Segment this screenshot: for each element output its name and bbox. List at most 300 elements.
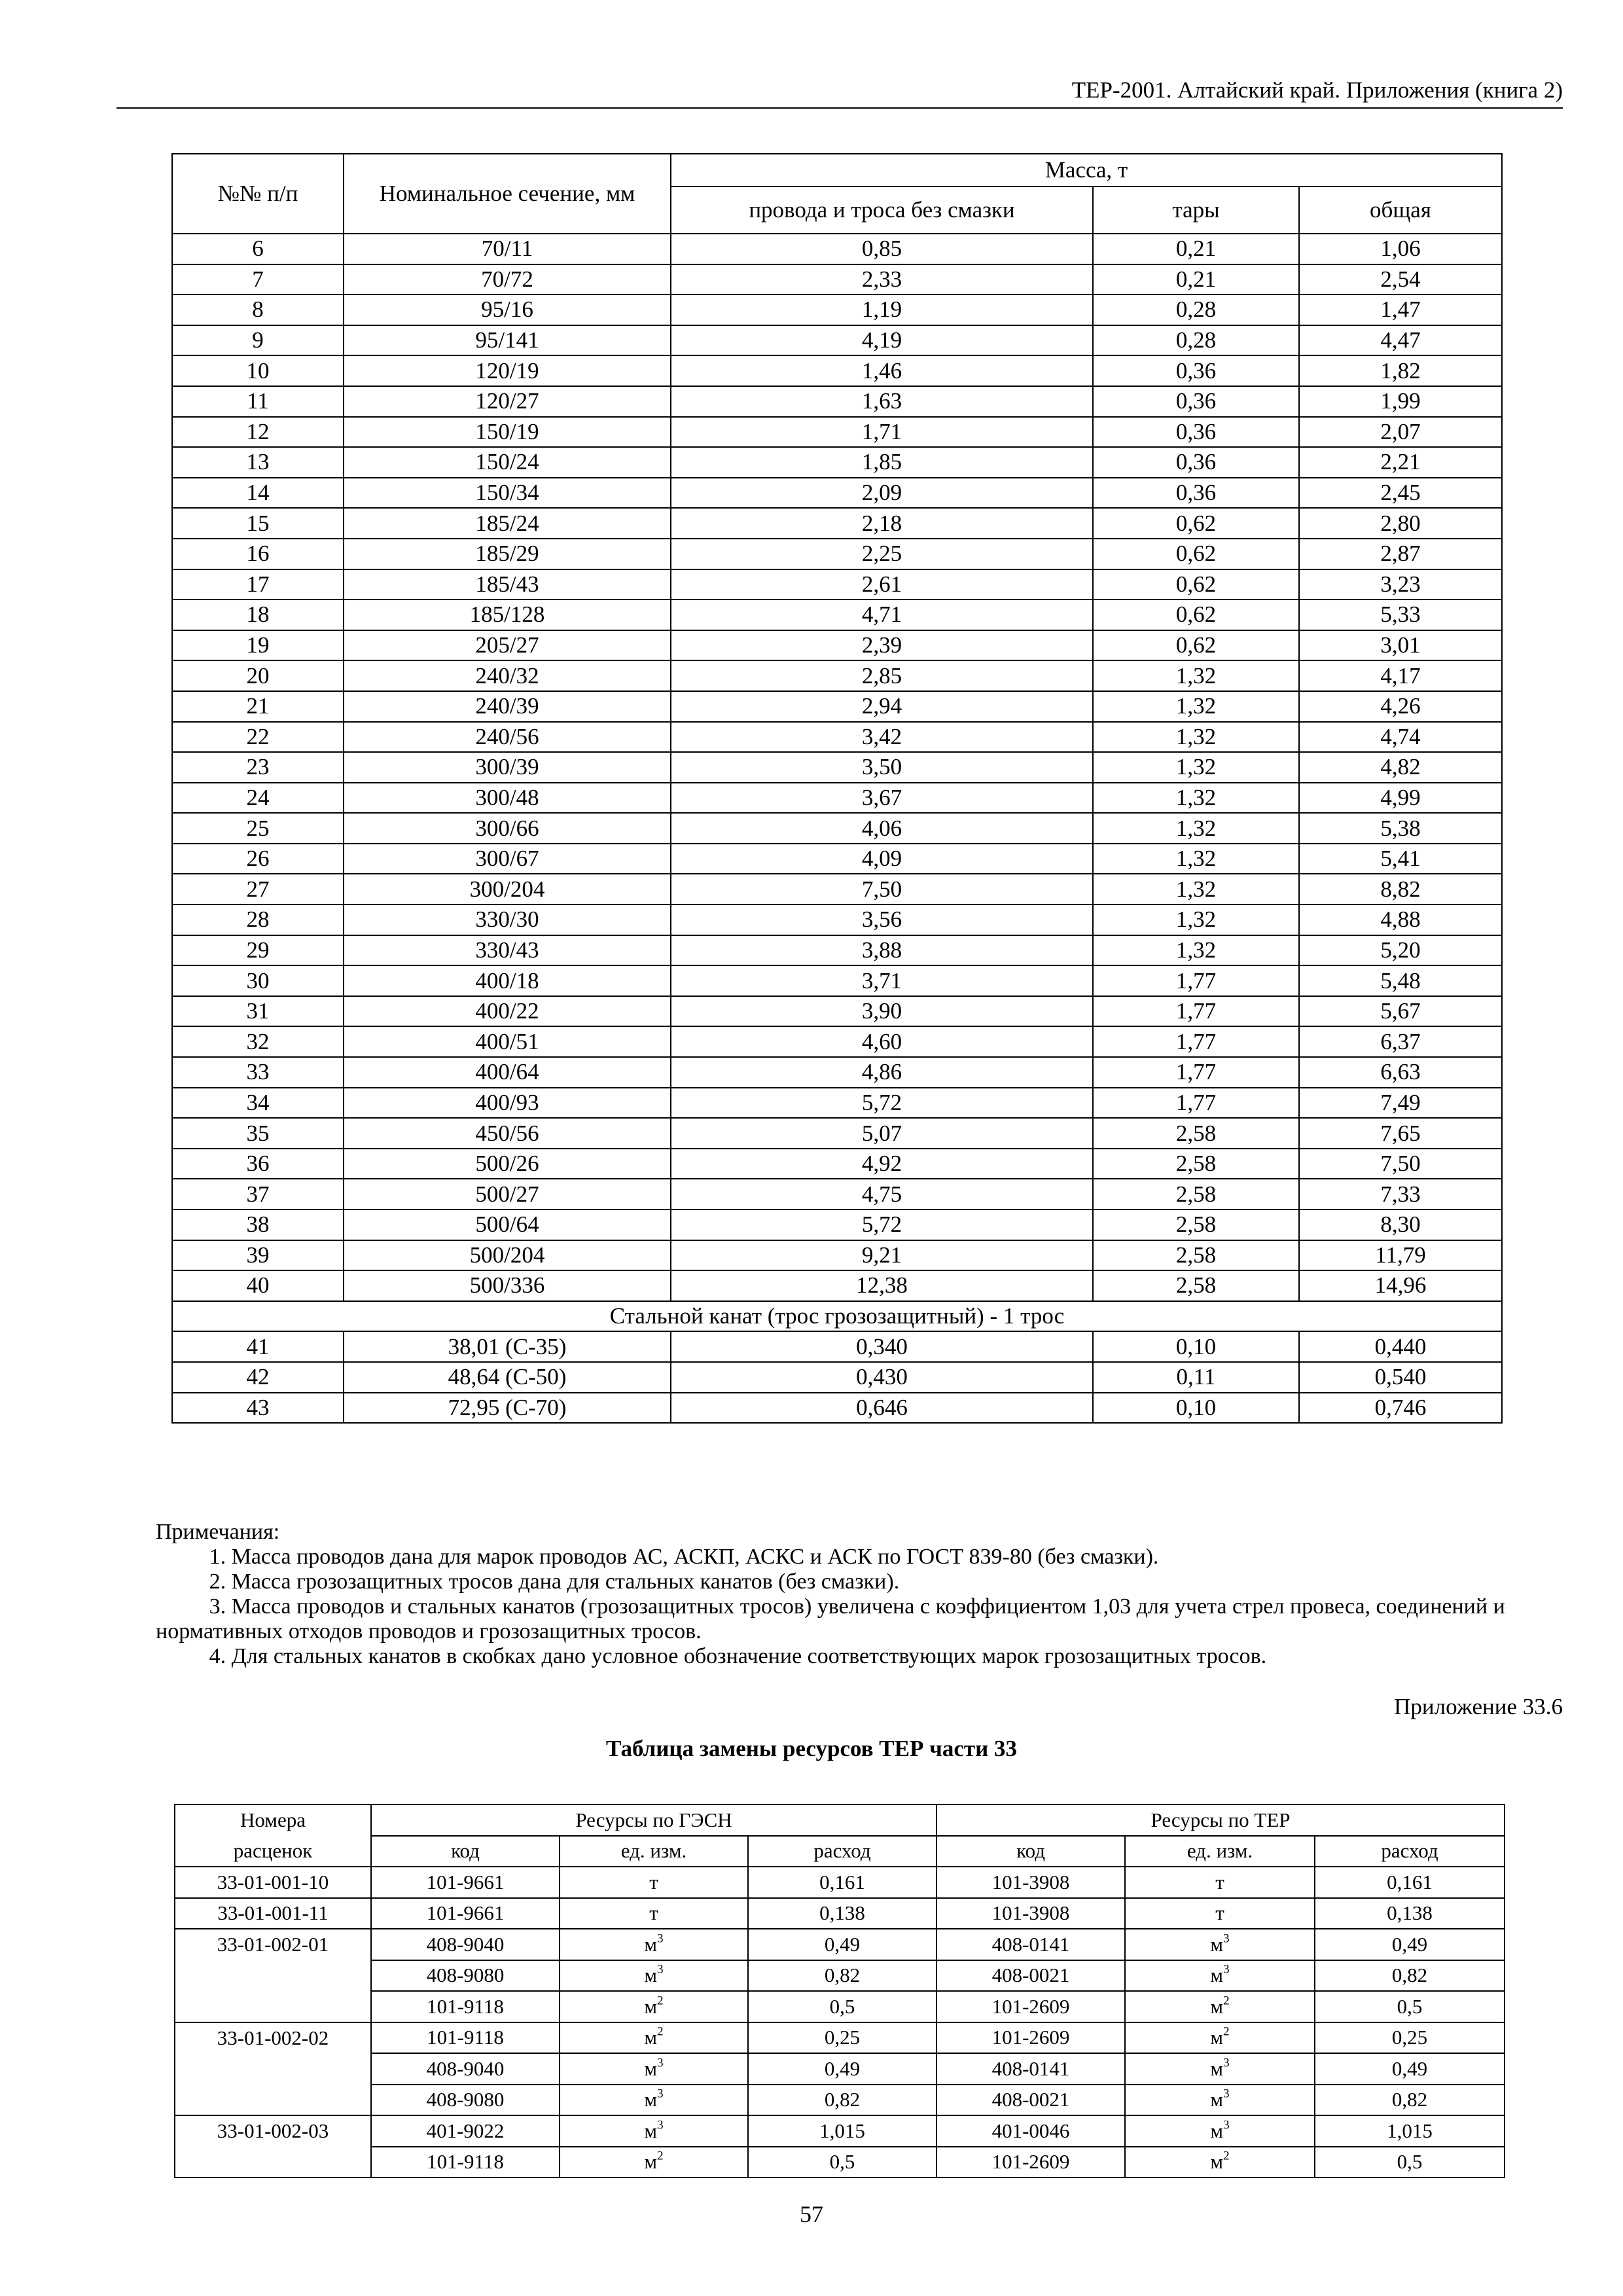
cell-num: 15 xyxy=(172,508,344,539)
table-header-row xyxy=(175,1804,1505,1836)
cell-section: 150/24 xyxy=(344,447,671,478)
cell-wire-mass: 4,75 xyxy=(671,1179,1093,1210)
cell-num: 43 xyxy=(172,1393,344,1424)
cell-wire-mass: 4,60 xyxy=(671,1026,1093,1057)
appendix-label: Приложение 33.6 xyxy=(1394,1694,1563,1719)
cell-num: 36 xyxy=(172,1149,344,1179)
cell-gesn-unit xyxy=(560,1898,748,1929)
cell-num: 10 xyxy=(172,355,344,386)
cell-tare-mass: 2,58 xyxy=(1093,1149,1299,1179)
cell-num: 21 xyxy=(172,691,344,722)
cell-tare-mass: 0,10 xyxy=(1093,1331,1299,1362)
cell-wire-mass: 1,85 xyxy=(671,447,1093,478)
table2-title: Таблица замены ресурсов ТЕР части 33 xyxy=(606,1736,1017,1761)
table-row xyxy=(172,905,1502,935)
cell-num: 18 xyxy=(172,600,344,630)
cell-gesn-rate: 1,015 xyxy=(748,2115,936,2147)
cell-tare-mass: 1,32 xyxy=(1093,722,1299,753)
cell-ter-code: 101-3908 xyxy=(936,1867,1125,1898)
cell-wire-mass: 4,09 xyxy=(671,844,1093,874)
cell-num: 30 xyxy=(172,965,344,996)
col-header-mass: Масса, т xyxy=(671,154,1502,187)
header-text: ТЕР-2001. Алтайский край. Приложения (книга 2) xyxy=(1071,77,1563,103)
cell-section: 38,01 (С-35) xyxy=(344,1331,671,1362)
cell-num: 26 xyxy=(172,844,344,874)
cell-gesn-unit xyxy=(560,2147,748,2178)
table-row xyxy=(172,752,1502,783)
table-row xyxy=(172,874,1502,905)
cell-wire-mass: 5,72 xyxy=(671,1088,1093,1119)
cell-num: 31 xyxy=(172,996,344,1027)
cell-wire-mass: 3,50 xyxy=(671,752,1093,783)
cell-num: 19 xyxy=(172,630,344,661)
cell-tare-mass: 0,62 xyxy=(1093,630,1299,661)
cell-tare-mass: 1,77 xyxy=(1093,996,1299,1027)
cell-section: 450/56 xyxy=(344,1118,671,1149)
cell-tare-mass: 2,58 xyxy=(1093,1240,1299,1271)
cell-wire-mass: 4,86 xyxy=(671,1057,1093,1088)
cell-wire-mass: 4,19 xyxy=(671,325,1093,356)
cell-total-mass: 3,23 xyxy=(1299,569,1502,600)
page-number: 57 xyxy=(800,2201,823,2227)
cell-section: 300/204 xyxy=(344,874,671,905)
cell-wire-mass: 3,71 xyxy=(671,965,1093,996)
cell-total-mass: 7,33 xyxy=(1299,1179,1502,1210)
cell-section: 330/30 xyxy=(344,905,671,935)
cell-total-mass: 5,38 xyxy=(1299,813,1502,844)
cell-wire-mass: 0,430 xyxy=(671,1362,1093,1393)
cell-section: 500/26 xyxy=(344,1149,671,1179)
cell-wire-mass: 4,92 xyxy=(671,1149,1093,1179)
unit-exponent: 2 xyxy=(1223,2149,1230,2163)
cell-section: 400/51 xyxy=(344,1026,671,1057)
cell-section: 500/204 xyxy=(344,1240,671,1271)
unit-text: м xyxy=(1210,1932,1224,1956)
cell-tare-mass: 1,32 xyxy=(1093,844,1299,874)
cell-ter-rate: 0,161 xyxy=(1315,1867,1505,1898)
cell-wire-mass: 3,56 xyxy=(671,905,1093,935)
cell-gesn-rate: 0,161 xyxy=(748,1867,936,1898)
cell-wire-mass: 1,63 xyxy=(671,386,1093,417)
resource-table-body xyxy=(175,1804,1505,2178)
cell-gesn-unit xyxy=(560,2053,748,2085)
cell-tare-mass: 0,62 xyxy=(1093,539,1299,569)
cell-num: 17 xyxy=(172,569,344,600)
cell-ter-unit xyxy=(1125,2053,1315,2085)
cell-total-mass: 6,63 xyxy=(1299,1057,1502,1088)
cell-wire-mass: 2,94 xyxy=(671,691,1093,722)
cell-section: 70/11 xyxy=(344,234,671,264)
cell-wire-mass: 0,340 xyxy=(671,1331,1093,1362)
cell-section: 150/34 xyxy=(344,478,671,509)
cell-wire-mass: 0,85 xyxy=(671,234,1093,264)
cell-section: 70/72 xyxy=(344,264,671,295)
cell-total-mass: 2,54 xyxy=(1299,264,1502,295)
table-row xyxy=(172,935,1502,966)
cell-tare-mass: 0,36 xyxy=(1093,478,1299,509)
cell-wire-mass: 1,46 xyxy=(671,355,1093,386)
note-item: 1. Масса проводов дана для марок проводов АС, АСКП, АСКС и АСК по ГОСТ 839-80 (без смазки). xyxy=(209,1545,1159,1569)
cell-total-mass: 2,45 xyxy=(1299,478,1502,509)
cell-total-mass: 4,17 xyxy=(1299,660,1502,691)
cell-wire-mass: 12,38 xyxy=(671,1270,1093,1301)
table-row xyxy=(172,1210,1502,1240)
cell-tare-mass: 0,36 xyxy=(1093,447,1299,478)
cell-tare-mass: 0,21 xyxy=(1093,264,1299,295)
cell-gesn-unit xyxy=(560,1929,748,1960)
notes-block xyxy=(156,1520,1563,1669)
cell-tare-mass: 1,32 xyxy=(1093,874,1299,905)
cell-total-mass: 7,65 xyxy=(1299,1118,1502,1149)
unit-exponent: 3 xyxy=(657,1931,664,1946)
unit-exponent: 3 xyxy=(1223,1931,1230,1946)
cell-gesn-rate: 0,49 xyxy=(748,2053,936,2085)
table-row xyxy=(172,1393,1502,1424)
cell-ter-rate: 0,138 xyxy=(1315,1898,1505,1929)
cell-gesn-code: 408-9080 xyxy=(371,2085,560,2116)
cell-total-mass: 5,20 xyxy=(1299,935,1502,966)
cell-total-mass: 4,74 xyxy=(1299,722,1502,753)
note-item: 4. Для стальных канатов в скобках дано условное обозначение соответствующих марок грозозащитных тросов. xyxy=(209,1644,1267,1668)
cell-total-mass: 3,01 xyxy=(1299,630,1502,661)
cell-gesn-code: 101-9118 xyxy=(371,1991,560,2022)
cell-section: 400/18 xyxy=(344,965,671,996)
cell-tare-mass: 1,77 xyxy=(1093,1088,1299,1119)
col-header-gesn-unit: ед. изм. xyxy=(560,1836,748,1867)
cell-gesn-code: 101-9661 xyxy=(371,1867,560,1898)
cell-tare-mass: 0,28 xyxy=(1093,325,1299,356)
cell-gesn-rate: 0,82 xyxy=(748,1960,936,1992)
cell-wire-mass: 5,72 xyxy=(671,1210,1093,1240)
cell-total-mass: 2,07 xyxy=(1299,417,1502,448)
cell-gesn-code: 408-9040 xyxy=(371,2053,560,2085)
cell-ter-code: 408-0141 xyxy=(936,2053,1125,2085)
cell-gesn-rate: 0,138 xyxy=(748,1898,936,1929)
cell-tare-mass: 1,32 xyxy=(1093,660,1299,691)
cell-gesn-unit xyxy=(560,2022,748,2054)
cell-wire-mass: 4,71 xyxy=(671,600,1093,630)
cell-gesn-code: 101-9118 xyxy=(371,2147,560,2178)
unit-exponent: 3 xyxy=(657,2118,664,2132)
cell-total-mass: 1,06 xyxy=(1299,234,1502,264)
wire-mass-table-body xyxy=(172,154,1502,1423)
cell-ter-unit xyxy=(1125,1991,1315,2022)
col-header-gesn-rate: расход xyxy=(748,1836,936,1867)
unit-text: м xyxy=(644,2026,657,2049)
cell-ter-code: 408-0021 xyxy=(936,1960,1125,1992)
cell-num: 29 xyxy=(172,935,344,966)
cell-section: 240/56 xyxy=(344,722,671,753)
table-row xyxy=(172,660,1502,691)
table-row xyxy=(172,1179,1502,1210)
cell-section: 95/141 xyxy=(344,325,671,356)
cell-gesn-rate: 0,49 xyxy=(748,1929,936,1960)
cell-ter-unit xyxy=(1125,1867,1315,1898)
cell-section: 400/93 xyxy=(344,1088,671,1119)
cell-rate-number xyxy=(175,2147,371,2178)
table-row xyxy=(175,2085,1505,2116)
cell-total-mass: 8,82 xyxy=(1299,874,1502,905)
unit-text: м xyxy=(644,1994,657,2018)
cell-num: 37 xyxy=(172,1179,344,1210)
cell-num: 9 xyxy=(172,325,344,356)
cell-total-mass: 5,67 xyxy=(1299,996,1502,1027)
cell-gesn-code: 101-9661 xyxy=(371,1898,560,1929)
unit-exponent: 3 xyxy=(1223,2056,1230,2070)
cell-gesn-rate: 0,5 xyxy=(748,1991,936,2022)
cell-tare-mass: 0,36 xyxy=(1093,417,1299,448)
cell-section: 95/16 xyxy=(344,295,671,325)
cell-tare-mass: 2,58 xyxy=(1093,1270,1299,1301)
wire-mass-table xyxy=(171,153,1503,1424)
cell-total-mass: 14,96 xyxy=(1299,1270,1502,1301)
cell-num: 34 xyxy=(172,1088,344,1119)
unit-exponent: 2 xyxy=(657,2149,664,2163)
cell-tare-mass: 0,62 xyxy=(1093,508,1299,539)
table-row xyxy=(175,2022,1505,2054)
cell-ter-unit xyxy=(1125,1929,1315,1960)
cell-num: 7 xyxy=(172,264,344,295)
cell-ter-unit xyxy=(1125,2085,1315,2116)
cell-rate-number: 33-01-001-11 xyxy=(175,1898,371,1929)
table-row xyxy=(175,1991,1505,2022)
cell-total-mass: 1,99 xyxy=(1299,386,1502,417)
cell-section: 120/27 xyxy=(344,386,671,417)
cell-total-mass: 0,440 xyxy=(1299,1331,1502,1362)
cell-ter-code: 101-2609 xyxy=(936,1991,1125,2022)
cell-total-mass: 1,82 xyxy=(1299,355,1502,386)
cell-total-mass: 4,88 xyxy=(1299,905,1502,935)
cell-wire-mass: 2,25 xyxy=(671,539,1093,569)
cell-total-mass: 4,47 xyxy=(1299,325,1502,356)
notes-title: Примечания: xyxy=(156,1520,280,1544)
cell-total-mass: 5,41 xyxy=(1299,844,1502,874)
cell-num: 11 xyxy=(172,386,344,417)
table-row xyxy=(175,2147,1505,2178)
table-row xyxy=(172,478,1502,509)
cell-num: 6 xyxy=(172,234,344,264)
cell-section: 72,95 (С-70) xyxy=(344,1393,671,1424)
unit-text: т xyxy=(649,1870,658,1893)
cell-ter-rate: 0,5 xyxy=(1315,2147,1505,2178)
cell-num: 25 xyxy=(172,813,344,844)
cell-section: 300/67 xyxy=(344,844,671,874)
cell-tare-mass: 2,58 xyxy=(1093,1118,1299,1149)
cell-tare-mass: 0,28 xyxy=(1093,295,1299,325)
cell-rate-number xyxy=(175,1991,371,2022)
cell-num: 39 xyxy=(172,1240,344,1271)
cell-tare-mass: 1,77 xyxy=(1093,1057,1299,1088)
cell-section: 185/24 xyxy=(344,508,671,539)
cell-tare-mass: 0,11 xyxy=(1093,1362,1299,1393)
col-header-numbers: Номера xyxy=(175,1804,371,1836)
unit-text: т xyxy=(649,1901,658,1925)
cell-rate-number: 33-01-002-01 xyxy=(175,1929,371,1960)
cell-rate-number xyxy=(175,2085,371,2116)
cell-total-mass: 2,21 xyxy=(1299,447,1502,478)
cell-wire-mass: 4,06 xyxy=(671,813,1093,844)
table-row xyxy=(172,691,1502,722)
unit-text: м xyxy=(1210,1964,1224,1987)
unit-text: м xyxy=(644,1964,657,1987)
section-row-label: Стальной канат (трос грозозащитный) - 1 трос xyxy=(172,1301,1502,1332)
cell-rate-number xyxy=(175,1960,371,1992)
cell-section: 500/64 xyxy=(344,1210,671,1240)
cell-wire-mass: 3,88 xyxy=(671,935,1093,966)
cell-tare-mass: 1,32 xyxy=(1093,691,1299,722)
table-row xyxy=(172,1118,1502,1149)
table-row xyxy=(172,1057,1502,1088)
cell-num: 33 xyxy=(172,1057,344,1088)
cell-gesn-rate: 0,5 xyxy=(748,2147,936,2178)
cell-ter-rate: 0,49 xyxy=(1315,1929,1505,1960)
cell-tare-mass: 1,32 xyxy=(1093,905,1299,935)
cell-total-mass: 6,37 xyxy=(1299,1026,1502,1057)
cell-wire-mass: 3,90 xyxy=(671,996,1093,1027)
cell-tare-mass: 0,21 xyxy=(1093,234,1299,264)
note-item: 2. Масса грозозащитных тросов дана для стальных канатов (без смазки). xyxy=(209,1570,900,1594)
col-header-total: общая xyxy=(1299,187,1502,234)
unit-text: м xyxy=(644,2119,657,2142)
table-row xyxy=(172,1088,1502,1119)
col-header-ter: Ресурсы по ТЕР xyxy=(936,1804,1505,1836)
cell-wire-mass: 3,42 xyxy=(671,722,1093,753)
cell-num: 28 xyxy=(172,905,344,935)
table-row xyxy=(172,355,1502,386)
cell-num: 27 xyxy=(172,874,344,905)
table-row xyxy=(172,996,1502,1027)
cell-section: 300/48 xyxy=(344,783,671,814)
page-header xyxy=(116,73,1563,109)
section-row xyxy=(172,1301,1502,1332)
cell-ter-rate: 1,015 xyxy=(1315,2115,1505,2147)
cell-rate-number: 33-01-002-02 xyxy=(175,2022,371,2054)
unit-exponent: 2 xyxy=(657,1994,664,2008)
cell-gesn-code: 408-9080 xyxy=(371,1960,560,1992)
cell-total-mass: 5,33 xyxy=(1299,600,1502,630)
cell-wire-mass: 2,18 xyxy=(671,508,1093,539)
cell-tare-mass: 0,10 xyxy=(1093,1393,1299,1424)
col-header-gesn-code: код xyxy=(371,1836,560,1867)
col-header-ter-code: код xyxy=(936,1836,1125,1867)
cell-ter-unit xyxy=(1125,1960,1315,1992)
table-row xyxy=(172,508,1502,539)
col-header-numbers-2: расценок xyxy=(175,1836,371,1867)
cell-num: 12 xyxy=(172,417,344,448)
cell-ter-unit xyxy=(1125,1898,1315,1929)
cell-num: 14 xyxy=(172,478,344,509)
cell-gesn-code: 408-9040 xyxy=(371,1929,560,1960)
cell-ter-rate: 0,5 xyxy=(1315,1991,1505,2022)
table-row xyxy=(172,1270,1502,1301)
table-row xyxy=(172,1026,1502,1057)
col-header-num: №№ п/п xyxy=(172,154,344,234)
cell-ter-rate: 0,25 xyxy=(1315,2022,1505,2054)
cell-rate-number: 33-01-002-03 xyxy=(175,2115,371,2147)
cell-total-mass: 0,746 xyxy=(1299,1393,1502,1424)
cell-total-mass: 1,47 xyxy=(1299,295,1502,325)
table-row xyxy=(175,2115,1505,2147)
cell-wire-mass: 7,50 xyxy=(671,874,1093,905)
cell-num: 22 xyxy=(172,722,344,753)
cell-ter-code: 408-0021 xyxy=(936,2085,1125,2116)
cell-wire-mass: 3,67 xyxy=(671,783,1093,814)
cell-wire-mass: 2,61 xyxy=(671,569,1093,600)
cell-num: 32 xyxy=(172,1026,344,1057)
table-row xyxy=(172,1240,1502,1271)
cell-section: 185/29 xyxy=(344,539,671,569)
cell-gesn-unit xyxy=(560,1960,748,1992)
cell-section: 120/19 xyxy=(344,355,671,386)
table-row xyxy=(172,234,1502,264)
cell-gesn-unit xyxy=(560,2085,748,2116)
unit-text: т xyxy=(1215,1870,1224,1893)
col-header-ter-rate: расход xyxy=(1315,1836,1505,1867)
cell-gesn-code: 401-9022 xyxy=(371,2115,560,2147)
unit-text: м xyxy=(644,2150,657,2174)
cell-section: 300/39 xyxy=(344,752,671,783)
cell-total-mass: 0,540 xyxy=(1299,1362,1502,1393)
table-row xyxy=(172,1362,1502,1393)
cell-num: 38 xyxy=(172,1210,344,1240)
table-row xyxy=(172,844,1502,874)
cell-total-mass: 7,50 xyxy=(1299,1149,1502,1179)
unit-exponent: 3 xyxy=(1223,1962,1230,1977)
cell-section: 48,64 (С-50) xyxy=(344,1362,671,1393)
unit-text: м xyxy=(644,2088,657,2111)
unit-exponent: 3 xyxy=(657,2056,664,2070)
cell-ter-code: 401-0046 xyxy=(936,2115,1125,2147)
unit-text: м xyxy=(644,2056,657,2080)
table-row xyxy=(172,325,1502,356)
col-header-tare: тары xyxy=(1093,187,1299,234)
table-row xyxy=(172,600,1502,630)
cell-section: 500/336 xyxy=(344,1270,671,1301)
cell-tare-mass: 0,62 xyxy=(1093,600,1299,630)
table-row xyxy=(172,417,1502,448)
cell-num: 40 xyxy=(172,1270,344,1301)
col-header-ter-unit: ед. изм. xyxy=(1125,1836,1315,1867)
unit-exponent: 3 xyxy=(657,2087,664,2101)
table-row xyxy=(172,447,1502,478)
table-row xyxy=(175,1960,1505,1992)
table-row xyxy=(172,965,1502,996)
cell-ter-rate: 0,82 xyxy=(1315,2085,1505,2116)
cell-gesn-code: 101-9118 xyxy=(371,2022,560,2054)
cell-num: 16 xyxy=(172,539,344,569)
cell-rate-number xyxy=(175,2053,371,2085)
cell-tare-mass: 0,62 xyxy=(1093,569,1299,600)
col-header-section: Номинальное сечение, мм xyxy=(344,154,671,234)
cell-section: 400/22 xyxy=(344,996,671,1027)
cell-tare-mass: 1,32 xyxy=(1093,813,1299,844)
note-item: 3. Масса проводов и стальных канатов (грозозащитных тросов) увеличена с коэффициентом 1,03 для учета стрел провеса, соединений и нормативных отходов проводов и грозозащитных тросов. xyxy=(156,1594,1505,1643)
cell-num: 13 xyxy=(172,447,344,478)
table-row xyxy=(172,630,1502,661)
unit-text: м xyxy=(1210,2119,1224,2142)
cell-total-mass: 4,82 xyxy=(1299,752,1502,783)
cell-wire-mass: 2,85 xyxy=(671,660,1093,691)
cell-total-mass: 7,49 xyxy=(1299,1088,1502,1119)
cell-ter-unit xyxy=(1125,2147,1315,2178)
cell-gesn-unit xyxy=(560,2115,748,2147)
unit-text: т xyxy=(1215,1901,1224,1925)
table-row xyxy=(172,264,1502,295)
unit-exponent: 2 xyxy=(657,2024,664,2039)
unit-exponent: 3 xyxy=(657,1962,664,1977)
cell-section: 205/27 xyxy=(344,630,671,661)
unit-text: м xyxy=(1210,2088,1224,2111)
